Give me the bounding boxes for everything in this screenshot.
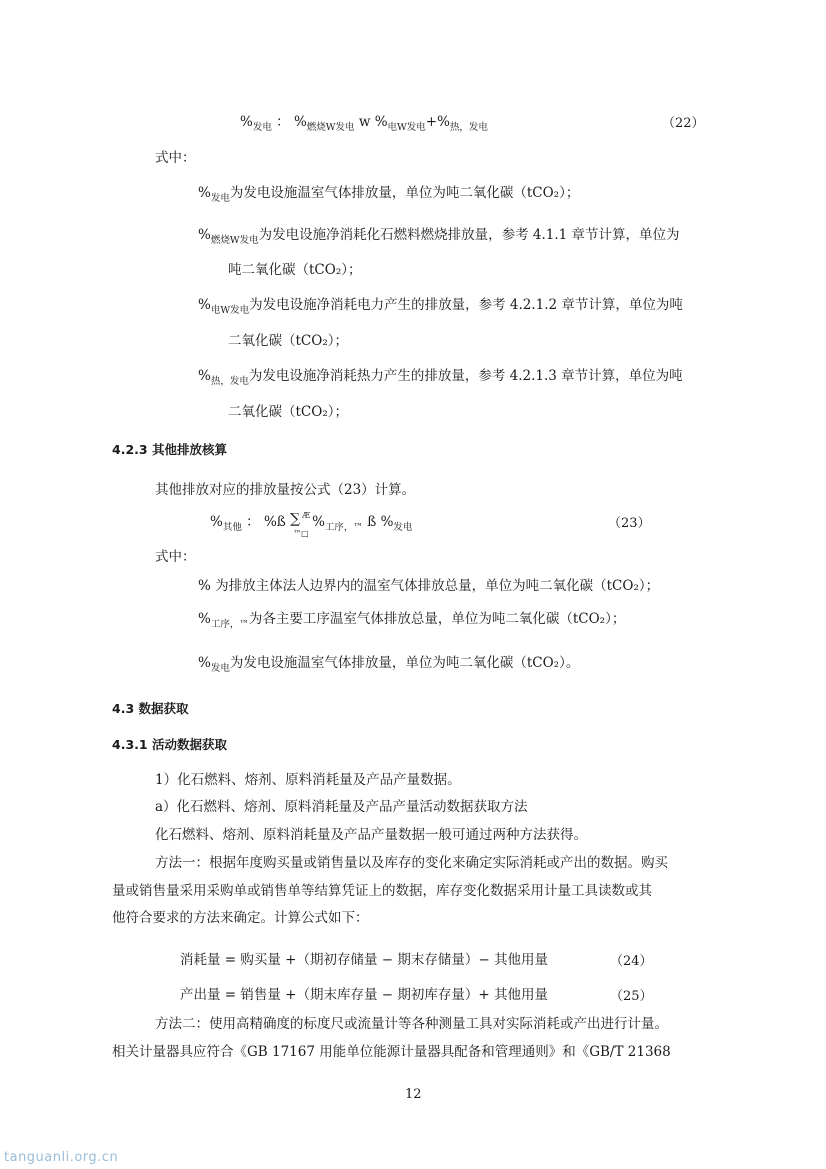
symbol: % [293, 114, 307, 130]
equation-22 [240, 112, 488, 134]
symbol: % [198, 297, 211, 313]
symbol: % [198, 611, 211, 627]
paragraph-line: 相关计量器具应符合《GB 17167 用能单位能源计量器具配备和管理通则》和《GB/T 21368 [112, 1044, 671, 1060]
subscript: 发电 [393, 522, 413, 533]
subscript: 工序，™ [324, 522, 363, 533]
subscript: 燃烧W发电 [210, 235, 259, 246]
definition-text: 为各主要工序温室气体排放总量，单位为吨二氧化碳（tCO₂）； [248, 611, 626, 627]
subscript: 燃烧W发电 [306, 122, 355, 133]
definition-item [198, 183, 579, 205]
equation-number-24: （24） [610, 954, 653, 969]
definition-continuation: 二氧化碳（tCO₂）； [228, 404, 348, 420]
definition-item [198, 225, 680, 247]
where-label: 式中： [155, 549, 196, 565]
definition-item [198, 609, 625, 631]
definition-item [198, 576, 659, 596]
symbol: % [198, 227, 211, 243]
where-label: 式中： [155, 150, 196, 166]
lower-limit: ™□ [293, 529, 309, 538]
symbol: % [198, 578, 211, 594]
section-heading-4-3-1: 4.3.1 活动数据获取 [112, 737, 227, 752]
summation-sign: ∑ [290, 511, 301, 527]
paragraph: 化石燃料、熔剂、原料消耗量及产品产量数据一般可通过两种方法获得。 [155, 827, 587, 843]
definition-item [198, 295, 683, 317]
subscript: 其他 [222, 522, 242, 533]
section-heading-4-2-3: 4.2.3 其他排放核算 [112, 442, 227, 457]
equation-23 [210, 511, 413, 538]
symbol: % [198, 185, 211, 201]
subscript: 热，发电 [449, 122, 488, 133]
equals-sign: ： [276, 114, 290, 130]
symbol: % [210, 514, 223, 530]
paragraph-line: 方法一：根据年度购买量或销售量以及库存的变化来确定实际消耗或产出的数据。购买 [155, 855, 668, 871]
definition-continuation: 吨二氧化碳（tCO₂）； [228, 262, 362, 278]
paragraph-line: 他符合要求的方法来确定。计算公式如下： [112, 910, 369, 926]
subscript: 热，发电 [210, 376, 249, 387]
operator: w [358, 114, 371, 130]
upper-limit: Æ [302, 511, 311, 520]
symbol: % [240, 114, 253, 130]
subscript: 电W发电 [210, 305, 250, 316]
definition-text: 为发电设施净消耗热力产生的排放量，参考 4.2.1.3 章节计算，单位为吨 [248, 368, 683, 384]
symbol: % [312, 514, 325, 530]
page-number: 12 [405, 1087, 422, 1102]
equation-25: 产出量 = 销售量 +（期末库存量 − 期初库存量）+ 其他用量 [180, 987, 548, 1003]
paragraph-line: 量或销售量采用采购单或销售单等结算凭证上的数据，库存变化数据采用计量工具读数或其 [112, 883, 652, 899]
symbol: ß [367, 514, 377, 530]
paragraph: 1）化石燃料、熔剂、原料消耗量及产品产量数据。 [155, 772, 461, 788]
equation-24: 消耗量 = 购买量 +（期初存储量 − 期末存储量）− 其他用量 [180, 952, 548, 968]
symbol: %ß [263, 514, 286, 530]
definition-continuation: 二氧化碳（tCO₂）； [228, 333, 348, 349]
symbol: % [198, 368, 211, 384]
watermark-text: tanguanli.org.cn [4, 1150, 119, 1165]
symbol: % [380, 514, 394, 530]
subscript: 发电 [210, 663, 230, 674]
subscript: 发电 [210, 193, 230, 204]
definition-item [198, 366, 683, 388]
paragraph: 其他排放对应的排放量按公式（23）计算。 [155, 482, 416, 498]
definition-text: 为发电设施净消耗化石燃料燃烧排放量，参考 4.1.1 章节计算，单位为 [258, 227, 680, 243]
symbol: % [198, 655, 211, 671]
paragraph: a）化石燃料、熔剂、原料消耗量及产品产量活动数据获取方法 [155, 799, 528, 815]
equals-sign: ： [246, 514, 260, 530]
subscript: 电W发电 [387, 122, 426, 133]
equation-number-25: （25） [610, 989, 653, 1004]
definition-text: 为发电设施温室气体排放量，单位为吨二氧化碳（tCO₂）； [229, 185, 580, 201]
equation-number-23: （23） [608, 516, 651, 531]
equation-number-22: （22） [662, 116, 705, 131]
subscript: 发电 [252, 122, 272, 133]
symbol: % [374, 114, 388, 130]
definition-text: 为排放主体法人边界内的温室气体排放总量，单位为吨二氧化碳（tCO₂）； [210, 578, 660, 594]
subscript: 工序，™ [210, 619, 249, 630]
definition-text: 为发电设施温室气体排放量，单位为吨二氧化碳（tCO₂）。 [229, 655, 580, 671]
paragraph-line: 方法二：使用高精确度的标度尺或流量计等各种测量工具对实际消耗或产出进行计量。 [155, 1016, 668, 1032]
section-heading-4-3: 4.3 数据获取 [112, 701, 189, 716]
summation-block [290, 511, 312, 538]
definition-item [198, 653, 579, 675]
definition-text: 为发电设施净消耗电力产生的排放量，参考 4.2.1.2 章节计算，单位为吨 [249, 297, 683, 313]
operator: +% [425, 114, 450, 130]
